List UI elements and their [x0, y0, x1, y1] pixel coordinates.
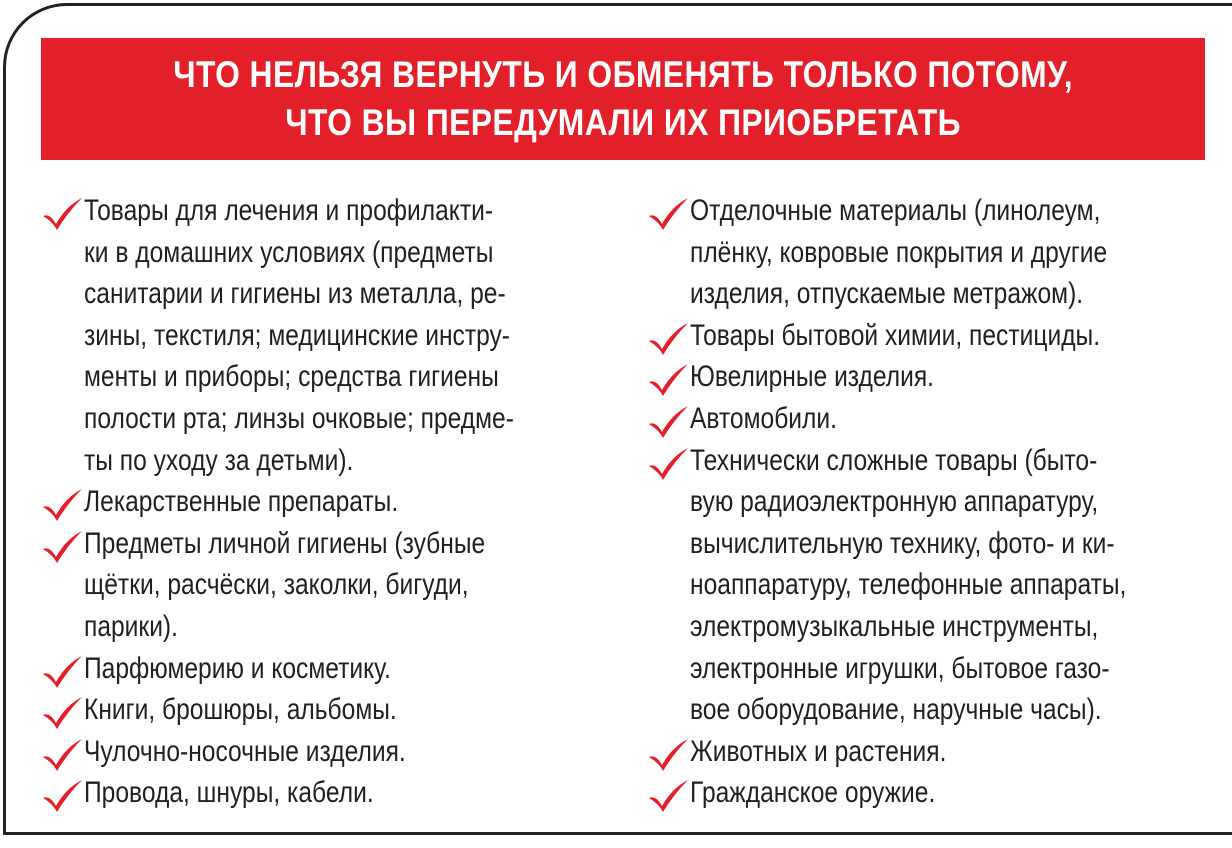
list-item — [646, 356, 1212, 398]
list-item — [646, 398, 1212, 440]
red-checkmark-icon — [40, 778, 84, 814]
red-checkmark-icon — [40, 654, 84, 690]
red-checkmark-icon — [646, 196, 690, 232]
list-item — [40, 190, 606, 481]
left-list — [40, 190, 606, 814]
list-item — [646, 772, 1212, 814]
list-item-text: Животных и растения. — [690, 734, 947, 768]
list-item-text: Ювелирные изделия. — [690, 360, 935, 394]
list-item-text: Отделочные материалы (линолеум, плёнку, ковровые покрытия и другие изделия, отпускаемые метражом). — [690, 194, 1108, 311]
list-item-text: Книги, брошюры, альбомы. — [84, 693, 397, 727]
title-line-2: ЧТО ВЫ ПЕРЕДУМАЛИ ИХ ПРИОБРЕТАТЬ — [285, 102, 961, 143]
list-item-text: Лекарственные препараты. — [84, 485, 399, 519]
list-item — [646, 440, 1212, 731]
list-item — [40, 648, 606, 690]
red-checkmark-icon — [646, 778, 690, 814]
list-item-text: Гражданское оружие. — [690, 776, 936, 810]
list-item-text: Предметы личной гигиены (зубные щётки, расчёски, заколки, бигуди, парики). — [84, 526, 486, 643]
list-item-text: Провода, шнуры, кабели. — [84, 776, 374, 810]
red-checkmark-icon — [40, 529, 84, 565]
list-item — [646, 731, 1212, 773]
red-checkmark-icon — [646, 321, 690, 357]
list-item — [40, 523, 606, 648]
list-item-text: Парфюмерию и косметику. — [84, 651, 391, 685]
list-item — [40, 481, 606, 523]
title-banner — [41, 38, 1205, 160]
title-line-1: ЧТО НЕЛЬЗЯ ВЕРНУТЬ И ОБМЕНЯТЬ ТОЛЬКО ПОТОМУ, — [173, 54, 1073, 95]
red-checkmark-icon — [646, 362, 690, 398]
red-checkmark-icon — [646, 446, 690, 482]
list-item-text: Товары бытовой химии, пестициды. — [690, 318, 1101, 352]
list-item-text: Автомобили. — [690, 401, 837, 435]
list-item — [646, 315, 1212, 357]
list-item-text: Технически сложные товары (быто- вую радиоэлектронную аппаратуру, вычислительную технику, фото- и ки- ноаппаратуру, телефонные аппараты, электромузыкальные инструменты, электронные игрушки, бытовое газо- вое оборудование, наручные часы). — [690, 443, 1127, 727]
red-checkmark-icon — [40, 695, 84, 731]
red-checkmark-icon — [40, 487, 84, 523]
red-checkmark-icon — [40, 196, 84, 232]
red-checkmark-icon — [646, 737, 690, 773]
list-item — [40, 772, 606, 814]
page-title — [173, 51, 1073, 147]
red-checkmark-icon — [646, 404, 690, 440]
list-item — [40, 689, 606, 731]
list-item-text: Товары для лечения и профилакти- ки в домашних условиях (предметы санитарии и гигиены из металла, ре- зины, текстиля; медицинские инстру- менты и приборы; средства гигиены полости рта; линзы очковые; предме- ты по уходу за детьми). — [84, 194, 514, 477]
list-item — [646, 190, 1212, 315]
red-checkmark-icon — [40, 737, 84, 773]
right-list — [646, 190, 1212, 814]
list-item-text: Чулочно-носочные изделия. — [84, 734, 406, 768]
list-item — [40, 731, 606, 773]
